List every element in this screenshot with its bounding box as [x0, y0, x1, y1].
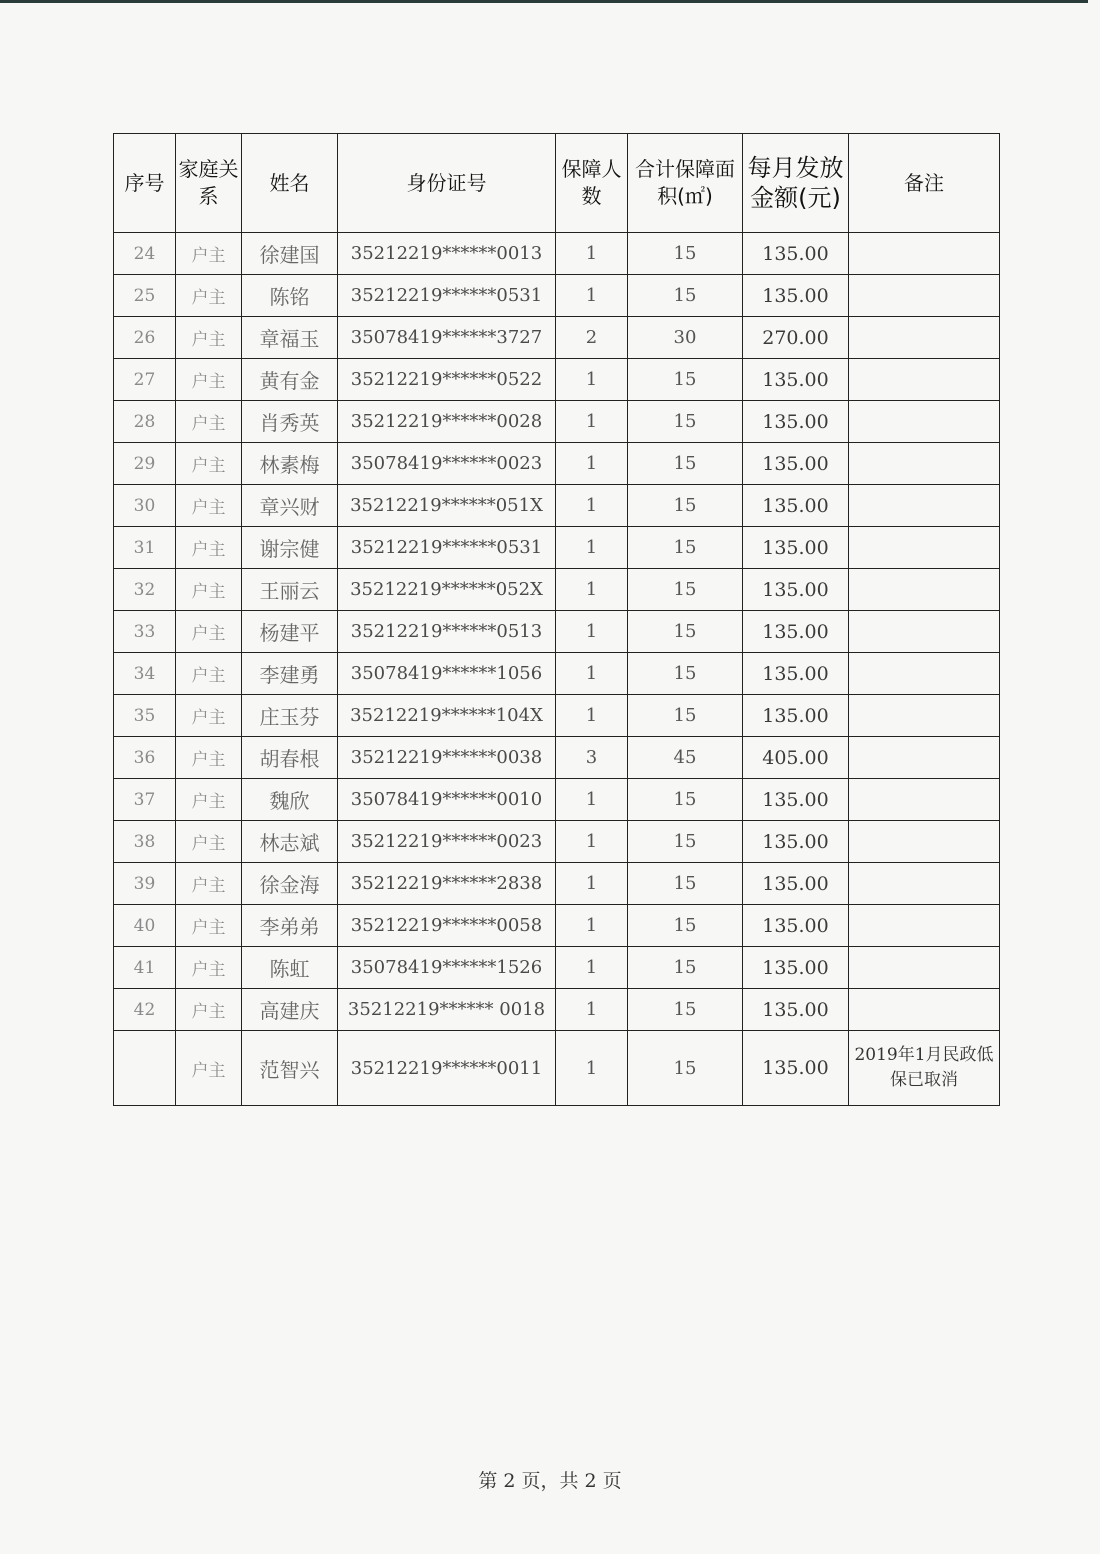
cell-persons: 1: [556, 569, 628, 611]
cell-seq: 30: [114, 485, 176, 527]
table-row: [114, 905, 1000, 947]
header-persons: 保障人数: [556, 134, 628, 233]
cell-persons: 1: [556, 233, 628, 275]
cell-relation: 户主: [176, 233, 242, 275]
cell-seq: 40: [114, 905, 176, 947]
header-seq: 序号: [114, 134, 176, 233]
table-row: [114, 233, 1000, 275]
header-amount: 每月发放金额(元): [743, 134, 849, 233]
cell-name: 庄玉芬: [242, 695, 338, 737]
cell-name: 李弟弟: [242, 905, 338, 947]
cell-name: 陈铭: [242, 275, 338, 317]
cell-seq: 36: [114, 737, 176, 779]
table-row: [114, 947, 1000, 989]
cell-name: 肖秀英: [242, 401, 338, 443]
cell-relation: 户主: [176, 401, 242, 443]
cell-note: [849, 695, 1000, 737]
cell-name: 杨建平: [242, 611, 338, 653]
cell-area: 15: [628, 863, 743, 905]
cell-persons: 1: [556, 947, 628, 989]
cell-note: [849, 401, 1000, 443]
cell-amount: 135.00: [743, 401, 849, 443]
cell-id: 35078419******1526: [338, 947, 556, 989]
cell-area: 15: [628, 611, 743, 653]
cell-relation: 户主: [176, 443, 242, 485]
cell-relation: 户主: [176, 863, 242, 905]
cell-seq: 25: [114, 275, 176, 317]
cell-note: [849, 947, 1000, 989]
cell-id: 35212219******0531: [338, 275, 556, 317]
cell-name: 李建勇: [242, 653, 338, 695]
cell-area: 15: [628, 947, 743, 989]
cell-amount: 135.00: [743, 821, 849, 863]
cell-area: 15: [628, 359, 743, 401]
cell-id: 35212219******0513: [338, 611, 556, 653]
cell-name: 章兴财: [242, 485, 338, 527]
cell-area: 15: [628, 1031, 743, 1106]
cell-note: [849, 485, 1000, 527]
cell-relation: 户主: [176, 569, 242, 611]
cell-name: 林志斌: [242, 821, 338, 863]
cell-amount: 135.00: [743, 359, 849, 401]
cell-amount: 135.00: [743, 443, 849, 485]
cell-id: 35212219****** 0018: [338, 989, 556, 1031]
cell-persons: 1: [556, 527, 628, 569]
cell-note: [849, 317, 1000, 359]
cell-seq: 24: [114, 233, 176, 275]
cell-id: 35212219******0038: [338, 737, 556, 779]
cell-amount: 135.00: [743, 569, 849, 611]
cell-id: 35078419******1056: [338, 653, 556, 695]
table-row: [114, 485, 1000, 527]
table-row: [114, 317, 1000, 359]
cell-seq: 26: [114, 317, 176, 359]
cell-relation: 户主: [176, 359, 242, 401]
table-row: [114, 737, 1000, 779]
cell-note: [849, 443, 1000, 485]
cell-amount: 135.00: [743, 1031, 849, 1106]
cell-seq: 41: [114, 947, 176, 989]
table-row: [114, 611, 1000, 653]
header-row: [114, 134, 1000, 233]
table-row: [114, 359, 1000, 401]
cell-name: 王丽云: [242, 569, 338, 611]
cell-relation: 户主: [176, 695, 242, 737]
header-area: 合计保障面积(㎡): [628, 134, 743, 233]
cell-amount: 135.00: [743, 611, 849, 653]
cell-area: 15: [628, 443, 743, 485]
cell-relation: 户主: [176, 611, 242, 653]
table-row: [114, 989, 1000, 1031]
cell-area: 15: [628, 695, 743, 737]
cell-id: 35212219******0013: [338, 233, 556, 275]
cell-relation: 户主: [176, 275, 242, 317]
cell-amount: 405.00: [743, 737, 849, 779]
cell-persons: 1: [556, 275, 628, 317]
cell-persons: 2: [556, 317, 628, 359]
cell-persons: 1: [556, 401, 628, 443]
cell-relation: 户主: [176, 821, 242, 863]
cell-note: [849, 989, 1000, 1031]
cell-name: 林素梅: [242, 443, 338, 485]
cell-relation: 户主: [176, 905, 242, 947]
cell-amount: 135.00: [743, 275, 849, 317]
cell-name: 徐建国: [242, 233, 338, 275]
cell-seq: 31: [114, 527, 176, 569]
cell-name: 高建庆: [242, 989, 338, 1031]
header-relation: 家庭关系: [176, 134, 242, 233]
cell-amount: 135.00: [743, 779, 849, 821]
cell-persons: 1: [556, 821, 628, 863]
cell-amount: 270.00: [743, 317, 849, 359]
cell-amount: 135.00: [743, 947, 849, 989]
cell-seq: 37: [114, 779, 176, 821]
cell-note: [849, 905, 1000, 947]
cell-id: 35212219******051X: [338, 485, 556, 527]
cell-persons: 1: [556, 359, 628, 401]
cell-seq: 29: [114, 443, 176, 485]
cell-persons: 1: [556, 905, 628, 947]
cell-persons: 3: [556, 737, 628, 779]
cell-persons: 1: [556, 485, 628, 527]
cell-area: 15: [628, 989, 743, 1031]
cell-name: 谢宗健: [242, 527, 338, 569]
cell-amount: 135.00: [743, 989, 849, 1031]
cell-note: [849, 611, 1000, 653]
cell-area: 15: [628, 779, 743, 821]
cell-note: [849, 821, 1000, 863]
cell-amount: 135.00: [743, 905, 849, 947]
table-row: [114, 569, 1000, 611]
cell-seq: 28: [114, 401, 176, 443]
table-row: [114, 653, 1000, 695]
cell-relation: 户主: [176, 1031, 242, 1106]
cell-area: 15: [628, 401, 743, 443]
cell-seq: 42: [114, 989, 176, 1031]
cell-relation: 户主: [176, 779, 242, 821]
cell-id: 35212219******2838: [338, 863, 556, 905]
cell-persons: 1: [556, 779, 628, 821]
cell-id: 35212219******0058: [338, 905, 556, 947]
cell-persons: 1: [556, 989, 628, 1031]
cell-relation: 户主: [176, 653, 242, 695]
cell-area: 15: [628, 233, 743, 275]
cell-id: 35212219******0028: [338, 401, 556, 443]
cell-name: 陈虹: [242, 947, 338, 989]
cell-id: 35212219******0011: [338, 1031, 556, 1106]
cell-id: 35078419******3727: [338, 317, 556, 359]
cell-note: [849, 737, 1000, 779]
cell-name: 魏欣: [242, 779, 338, 821]
cell-persons: 1: [556, 863, 628, 905]
cell-amount: 135.00: [743, 695, 849, 737]
header-id: 身份证号: [338, 134, 556, 233]
cell-note: [849, 779, 1000, 821]
cell-seq: 33: [114, 611, 176, 653]
cell-note: [849, 359, 1000, 401]
cell-id: 35212219******0522: [338, 359, 556, 401]
table-row: [114, 275, 1000, 317]
cell-id: 35212219******0531: [338, 527, 556, 569]
cell-name: 徐金海: [242, 863, 338, 905]
cell-seq: 39: [114, 863, 176, 905]
scan-top-edge: [0, 0, 1088, 3]
cell-amount: 135.00: [743, 863, 849, 905]
cell-amount: 135.00: [743, 653, 849, 695]
cell-area: 15: [628, 275, 743, 317]
cell-area: 45: [628, 737, 743, 779]
cell-relation: 户主: [176, 527, 242, 569]
cell-name: 黄有金: [242, 359, 338, 401]
cell-seq: 27: [114, 359, 176, 401]
cell-name: 章福玉: [242, 317, 338, 359]
cell-relation: 户主: [176, 485, 242, 527]
cell-note: 2019年1月民政低保已取消: [849, 1031, 1000, 1106]
cell-amount: 135.00: [743, 233, 849, 275]
cell-relation: 户主: [176, 989, 242, 1031]
cell-note: [849, 233, 1000, 275]
cell-amount: 135.00: [743, 485, 849, 527]
cell-id: 35212219******104X: [338, 695, 556, 737]
table-row: [114, 863, 1000, 905]
header-name: 姓名: [242, 134, 338, 233]
cell-persons: 1: [556, 695, 628, 737]
cell-amount: 135.00: [743, 527, 849, 569]
cell-persons: 1: [556, 611, 628, 653]
table-row: [114, 779, 1000, 821]
cell-note: [849, 527, 1000, 569]
cell-note: [849, 275, 1000, 317]
cell-id: 35078419******0023: [338, 443, 556, 485]
table-row: [114, 527, 1000, 569]
cell-seq: 32: [114, 569, 176, 611]
table-row: [114, 821, 1000, 863]
cell-note: [849, 569, 1000, 611]
cell-seq: 35: [114, 695, 176, 737]
cell-seq: [114, 1031, 176, 1106]
cell-id: 35212219******0023: [338, 821, 556, 863]
cell-relation: 户主: [176, 947, 242, 989]
cell-area: 15: [628, 653, 743, 695]
cell-relation: 户主: [176, 317, 242, 359]
cell-area: 30: [628, 317, 743, 359]
cell-persons: 1: [556, 653, 628, 695]
cell-area: 15: [628, 527, 743, 569]
cell-seq: 38: [114, 821, 176, 863]
cell-area: 15: [628, 905, 743, 947]
cell-name: 胡春根: [242, 737, 338, 779]
table-row: [114, 443, 1000, 485]
table-row: [114, 695, 1000, 737]
header-note: 备注: [849, 134, 1000, 233]
cell-note: [849, 653, 1000, 695]
cell-area: 15: [628, 485, 743, 527]
table-row: [114, 1031, 1000, 1106]
page-footer: 第 2 页，共 2 页: [478, 1470, 622, 1492]
subsidy-table: [113, 133, 1000, 1106]
cell-name: 范智兴: [242, 1031, 338, 1106]
cell-relation: 户主: [176, 737, 242, 779]
table-row: [114, 401, 1000, 443]
cell-area: 15: [628, 569, 743, 611]
cell-area: 15: [628, 821, 743, 863]
cell-persons: 1: [556, 1031, 628, 1106]
cell-note: [849, 863, 1000, 905]
cell-id: 35078419******0010: [338, 779, 556, 821]
cell-persons: 1: [556, 443, 628, 485]
cell-seq: 34: [114, 653, 176, 695]
cell-id: 35212219******052X: [338, 569, 556, 611]
